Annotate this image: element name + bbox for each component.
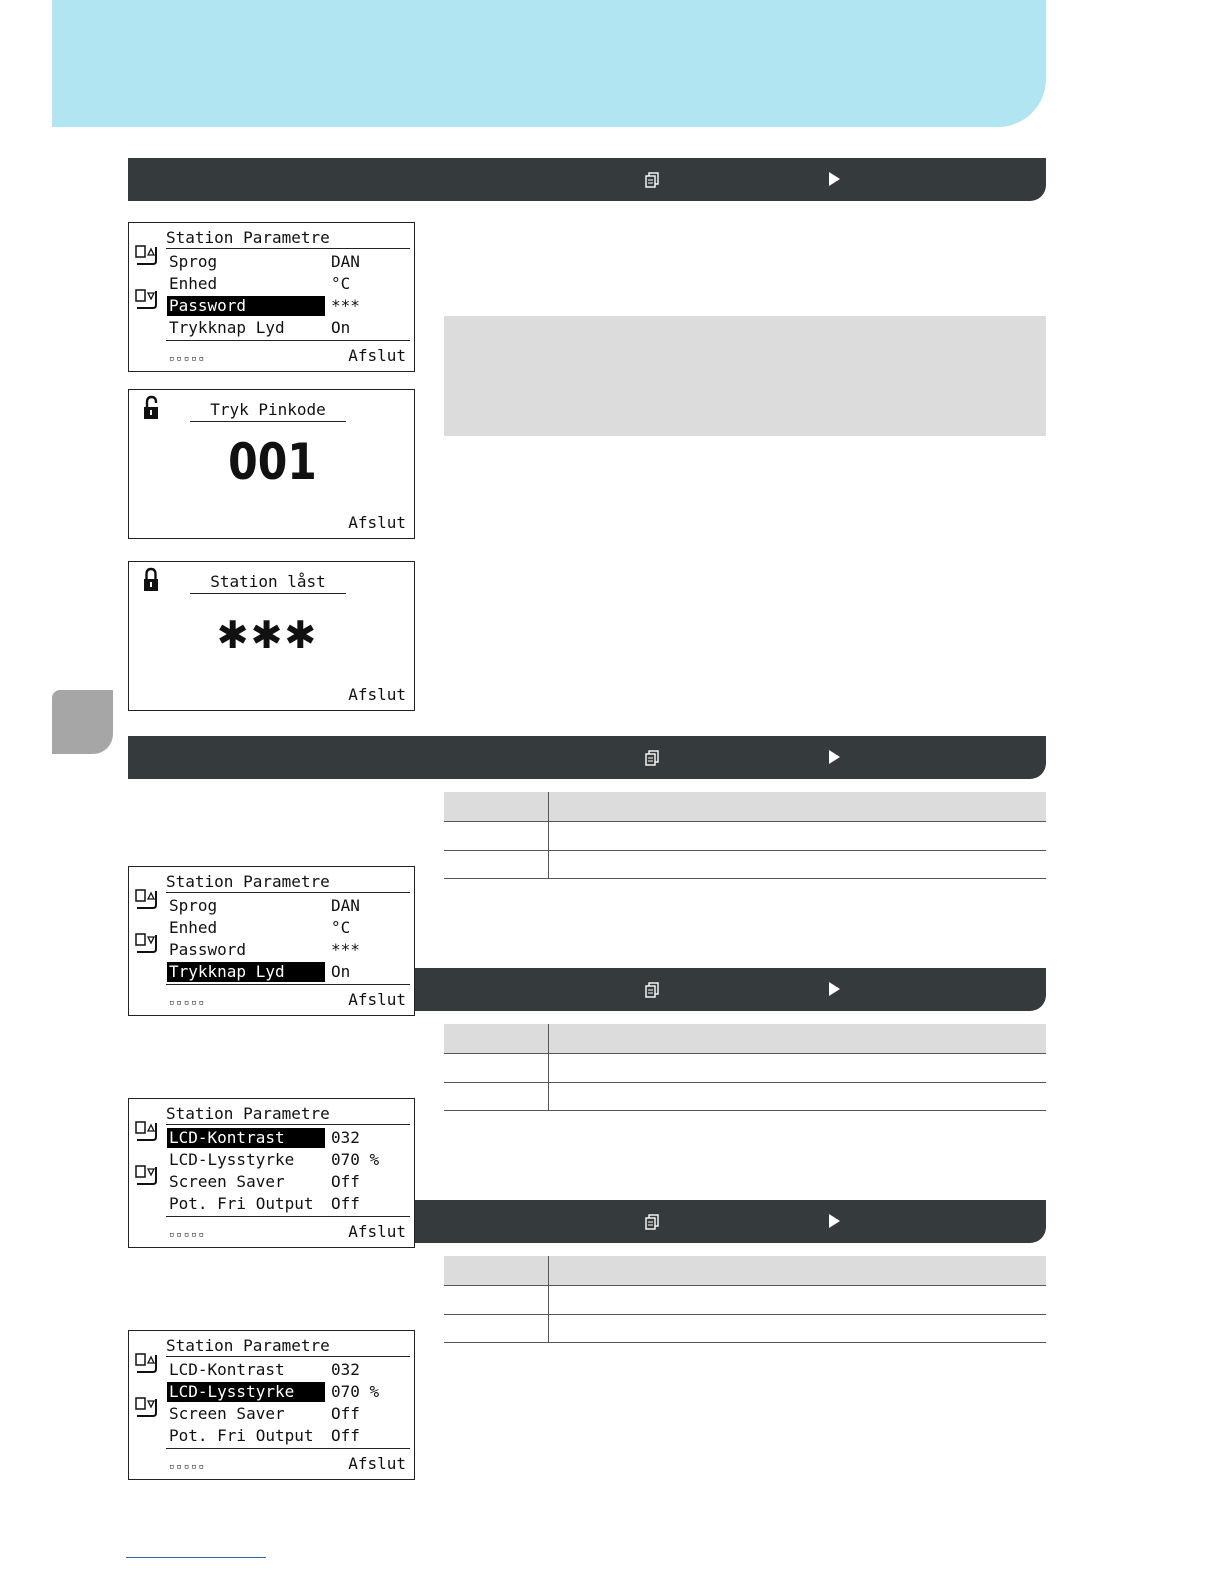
menu-up-icon: [134, 1351, 158, 1377]
settings-table-3: [444, 1256, 1046, 1343]
chapter-tab: [52, 690, 113, 754]
menu-down-icon: [134, 931, 158, 957]
lcd-title: Station låst: [190, 572, 346, 594]
page-indicator: ▫▫▫▫▫: [169, 1462, 207, 1472]
menu-up-icon: [134, 1119, 158, 1145]
page-indicator: ▫▫▫▫▫: [169, 1230, 207, 1240]
exit-button[interactable]: Afslut: [348, 990, 406, 1009]
section-bar-trykknap-lyd: [128, 736, 1046, 779]
table-header: [444, 1024, 1046, 1053]
menu-down-icon: [134, 287, 158, 313]
section-bar-password: [128, 158, 1046, 201]
exit-button[interactable]: Afslut: [348, 1222, 406, 1241]
header-band: [52, 0, 1046, 127]
page-indicator: ▫▫▫▫▫: [169, 998, 207, 1008]
lcd-title: Tryk Pinkode: [190, 400, 346, 422]
pin-code-value[interactable]: 001: [228, 433, 317, 491]
table-header: [444, 1256, 1046, 1285]
section-bar-lcd-lysstyrke: [413, 1200, 1046, 1243]
exit-button[interactable]: Afslut: [348, 685, 406, 704]
play-icon: [829, 1214, 840, 1228]
page-indicator: ▫▫▫▫▫: [169, 354, 207, 364]
lcd-title: Station Parametre: [166, 872, 410, 893]
lcd-title: Station Parametre: [166, 1336, 410, 1357]
table-row: [444, 821, 1046, 850]
unlocked-padlock-icon: [142, 395, 160, 421]
locked-padlock-icon: [142, 567, 160, 593]
section-bar-lcd-kontrast: [413, 968, 1046, 1011]
note-box: [444, 316, 1046, 436]
lcd-station-parameters-kontrast: Station Parametre LCD-Kontrast 032 LCD-Lysstyrke 070 % Screen Saver Off Pot. Fri Output Off ▫▫▫▫▫ Afslut: [128, 1098, 415, 1248]
exit-button[interactable]: Afslut: [348, 1454, 406, 1473]
lcd-station-parameters-lysstyrke: Station Parametre LCD-Kontrast 032 LCD-Lysstyrke 070 % Screen Saver Off Pot. Fri Output Off ▫▫▫▫▫ Afslut: [128, 1330, 415, 1480]
lcd-station-locked: [128, 561, 415, 711]
document-stack-icon: [645, 982, 659, 998]
menu-down-icon: [134, 1395, 158, 1421]
play-icon: [829, 172, 840, 186]
document-stack-icon: [645, 750, 659, 766]
table-row: [444, 1285, 1046, 1314]
menu-up-icon: [134, 887, 158, 913]
footer-rule: [126, 1557, 266, 1558]
play-icon: [829, 750, 840, 764]
document-stack-icon: [645, 1214, 659, 1230]
lcd-station-parameters-password: Station Parametre Sprog DAN Enhed °C Password *** Trykknap Lyd On ▫▫▫▫▫ Afslut: [128, 222, 415, 372]
table-row: [444, 1314, 1046, 1343]
menu-up-icon: [134, 243, 158, 269]
table-row: [444, 1053, 1046, 1082]
document-stack-icon: [645, 172, 659, 188]
table-header: [444, 792, 1046, 821]
table-row: [444, 1082, 1046, 1111]
lcd-title: Station Parametre: [166, 228, 410, 249]
play-icon: [829, 982, 840, 996]
lcd-pin-entry: [128, 389, 415, 539]
menu-down-icon: [134, 1163, 158, 1189]
lcd-station-parameters-trykknap-lyd: Station Parametre Sprog DAN Enhed °C Password *** Trykknap Lyd On ▫▫▫▫▫ Afslut: [128, 866, 415, 1016]
exit-button[interactable]: Afslut: [348, 346, 406, 365]
exit-button[interactable]: Afslut: [348, 513, 406, 532]
table-row: [444, 850, 1046, 879]
locked-code-mask: ✱✱✱: [216, 613, 319, 657]
lcd-title: Station Parametre: [166, 1104, 410, 1125]
settings-table-2: [444, 1024, 1046, 1111]
settings-table-1: [444, 792, 1046, 879]
